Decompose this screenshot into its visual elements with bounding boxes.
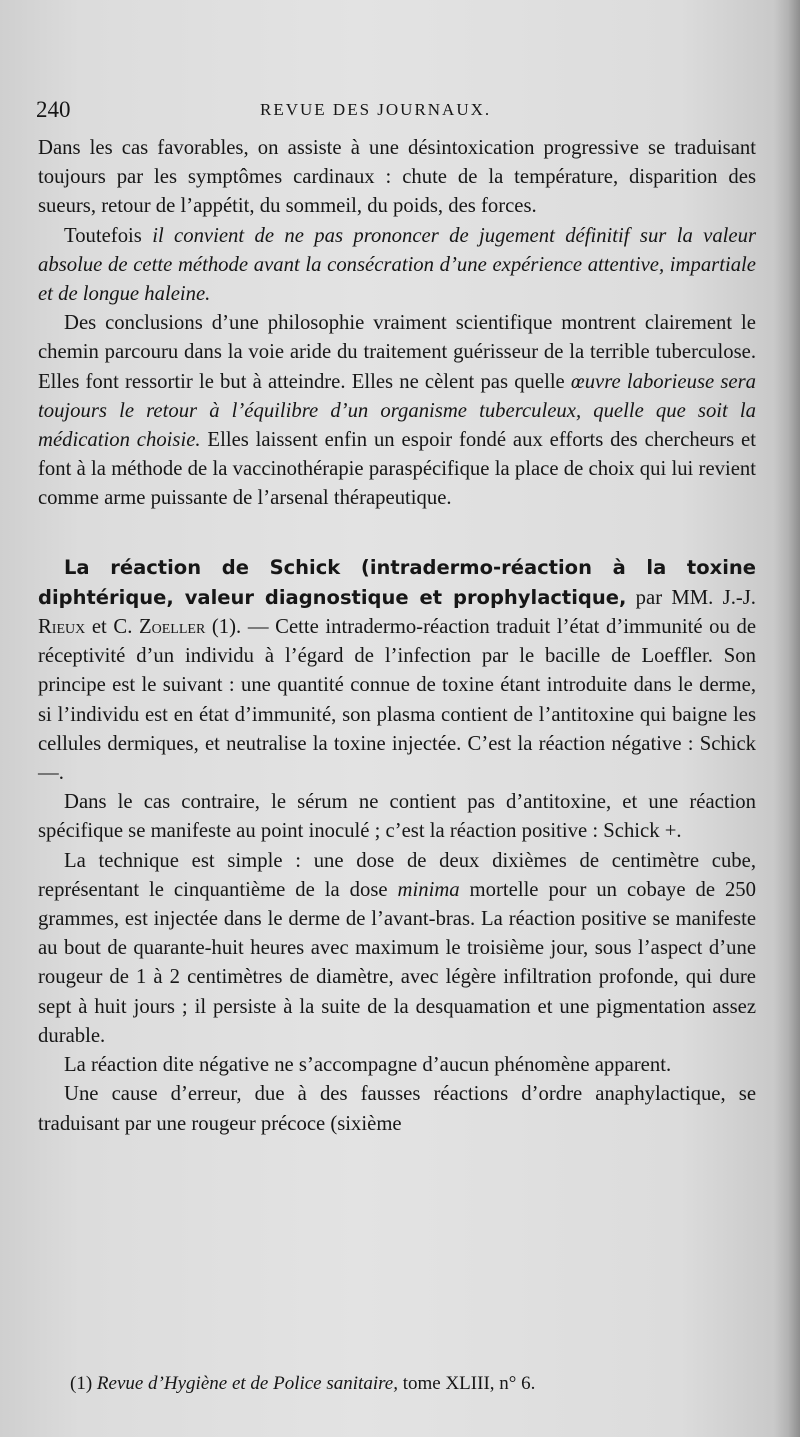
author-name: Rieux <box>38 616 86 639</box>
paragraph: Dans les cas favorables, on assiste à une désintoxication progressive se traduisant toujours par les symptômes cardinaux : chute de la température, disparition des sueurs, retour de l’appétit, du sommeil, du poids, des forces. <box>38 137 756 218</box>
footnote: (1) Revue d’Hygiène et de Police sanitaire, tome XLIII, n° 6. <box>70 1373 536 1394</box>
paragraph: Des conclusions d’une philosophie vraiment scientifique montrent clairement le chemin parcouru dans la voie aride du traitement guérisseur de la terrible tuberculose. Elles font ressortir le but à atteindre. Elles ne cèlent pas quelle œuvre laborieuse sera toujours le retour à l’équilibre d’un organisme tuberculeux, quelle que soit la médication choisie. Elles laissent enfin un espoir fondé aux efforts des chercheurs et font à la méthode de la vaccinothérapie paraspécifique la place de choix qui lui revient comme arme puissante de l’arsenal thérapeutique. <box>38 312 756 510</box>
emphasis: œuvre laborieuse sera toujours le retour à l’équilibre d’un organisme tuberculeux, quelle que soit la médication choisie. <box>38 370 756 452</box>
running-title: REVUE DES JOURNAUX. <box>260 100 492 119</box>
page-edge-shadow <box>774 0 800 1437</box>
paragraph: Dans le cas contraire, le sérum ne contient pas d’antitoxine, et une réaction spécifique se manifeste au point inoculé ; c’est la réaction positive : Schick +. <box>38 791 756 843</box>
footnote-reference: (1). — <box>205 616 276 639</box>
paragraph: La réaction dite négative ne s’accompagne d’aucun phénomène apparent. <box>64 1054 672 1077</box>
author-name: Zoeller <box>139 616 206 639</box>
page-number: 240 <box>36 97 71 122</box>
article-entry: La réaction de Schick (intradermo-réaction à la toxine diphtérique, valeur diagnostique et prophylactique, par MM. J.-J. Rieux et C. Zoeller (1). — Cette intradermo-réaction traduit l’état d’immunité ou de réceptivité d’un individu à l’égard de l’infection par le bacille de Loeffler. Son principe est le suivant : une quantité connue de toxine étant introduite dans le derme, si l’individu est en état d’immunité, son plasma contient de l’antitoxine qui baigne les cellules dermiques, et neutralise la toxine injectée. C’est la réaction négative : Schick —. <box>38 555 757 785</box>
journal-title: Revue d’Hygiène et de Police sanitaire, <box>96 1373 398 1394</box>
paragraph: La technique est simple : une dose de deux dixièmes de centimètre cube, représentant le cinquantième de la dose minima mortelle pour un cobaye de 250 grammes, est injectée dans le derme de l’avant-bras. La réaction positive se manifeste au bout de quarante-huit heures avec maximum le troisième jour, sous l’aspect d’une rougeur de 1 à 2 centimètres de diamètre, avec légère infiltration profonde, qui dure sept à huit jours ; il persiste à la suite de la desquamation et une pigmentation assez durable. <box>38 849 756 1047</box>
emphasis: minima <box>397 878 460 901</box>
paragraph: Une cause d’erreur, due à des fausses réactions d’ordre anaphylactique, se traduisant par une rougeur précoce (sixième <box>38 1083 756 1135</box>
paragraph: Toutefois il convient de ne pas prononcer de jugement définitif sur la valeur absolue de cette méthode avant la consécration d’une expérience attentive, impartiale et de longue haleine. <box>38 224 757 306</box>
article-title: La réaction de Schick (intradermo-réaction à la toxine diphtérique, valeur diagnostique et prophylactique, <box>38 555 756 609</box>
emphasis: il convient de ne pas prononcer de jugement définitif sur la valeur absolue de cette méthode avant la consécration d’une expérience attentive, impartiale et de longue haleine. <box>38 224 757 306</box>
page-body <box>38 134 756 1139</box>
page-header <box>36 94 756 126</box>
